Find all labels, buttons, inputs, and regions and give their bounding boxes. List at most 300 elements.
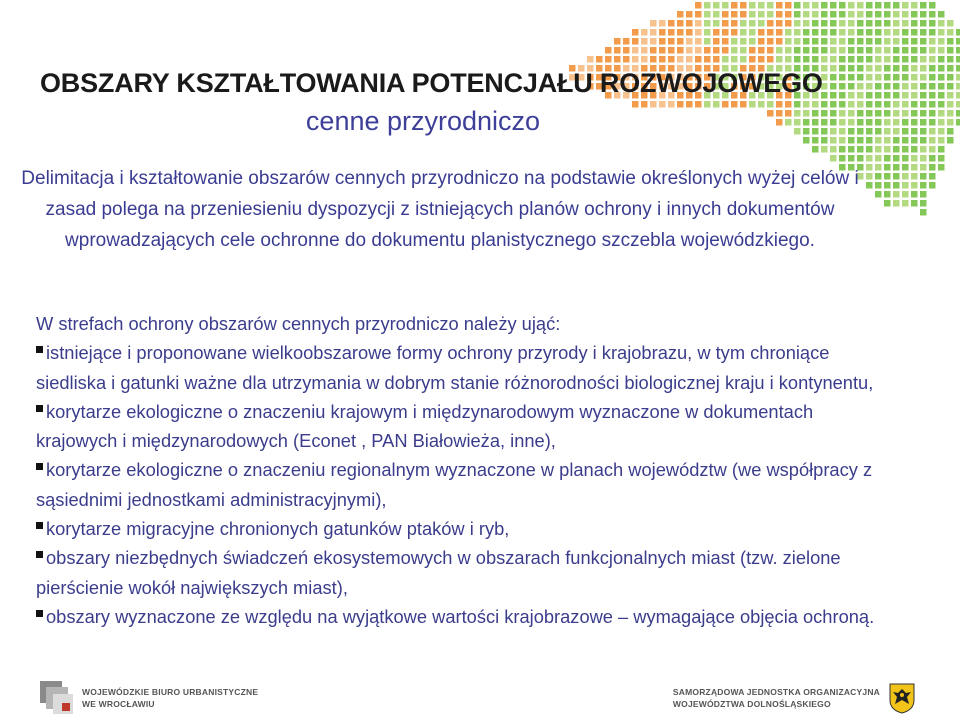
map-dot <box>920 92 927 99</box>
map-dot <box>866 2 873 9</box>
map-dot <box>902 47 909 54</box>
map-dot <box>749 47 756 54</box>
map-dot <box>929 173 936 180</box>
list-item-text: istniejące i proponowane wielkoobszarowe formy ochrony przyrody i krajobrazu, w tym chroniące siedliska i gatunki ważne dla utrzymania w dobrym stanie różnorodności biologicznej kraju i kontynentu, <box>36 342 874 393</box>
footer-left-text <box>82 686 258 710</box>
map-dot <box>848 137 855 144</box>
map-dot <box>848 101 855 108</box>
map-dot <box>632 56 639 63</box>
list-item <box>36 338 886 397</box>
map-dot <box>695 56 702 63</box>
map-dot <box>704 38 711 45</box>
map-dot <box>884 101 891 108</box>
map-dot <box>641 56 648 63</box>
map-dot <box>713 38 720 45</box>
map-dot <box>695 2 702 9</box>
map-dot <box>866 119 873 126</box>
map-dot <box>929 65 936 72</box>
map-dot <box>794 47 801 54</box>
map-dot <box>794 2 801 9</box>
map-dot <box>605 56 612 63</box>
map-dot <box>866 20 873 27</box>
map-dot <box>749 29 756 36</box>
map-dot <box>893 2 900 9</box>
map-dot <box>875 191 882 198</box>
map-dot <box>587 56 594 63</box>
map-dot <box>830 56 837 63</box>
map-dot <box>785 2 792 9</box>
map-dot <box>875 173 882 180</box>
map-dot <box>893 20 900 27</box>
map-dot <box>848 47 855 54</box>
map-dot <box>857 146 864 153</box>
map-dot <box>740 29 747 36</box>
lead-text: W strefach ochrony obszarów cennych przyrodniczo należy ująć: <box>36 313 561 334</box>
map-dot <box>695 20 702 27</box>
map-dot <box>938 155 945 162</box>
map-dot <box>902 29 909 36</box>
map-dot <box>893 101 900 108</box>
map-dot <box>839 155 846 162</box>
map-dot <box>848 74 855 81</box>
map-dot <box>857 92 864 99</box>
map-dot <box>893 38 900 45</box>
map-dot <box>956 92 960 99</box>
map-dot <box>956 83 960 90</box>
map-dot <box>704 11 711 18</box>
map-dot <box>659 29 666 36</box>
map-dot <box>920 101 927 108</box>
map-dot <box>911 29 918 36</box>
map-dot <box>929 119 936 126</box>
map-dot <box>776 38 783 45</box>
square-bullet-icon <box>36 551 43 558</box>
map-dot <box>866 92 873 99</box>
map-dot <box>911 101 918 108</box>
map-dot <box>902 65 909 72</box>
page-subtitle: cenne przyrodniczo <box>305 106 541 136</box>
map-dot <box>920 191 927 198</box>
page-title: OBSZARY KSZTAŁTOWANIA POTENCJAŁU ROZWOJOWEGO <box>40 68 823 98</box>
map-dot <box>614 47 621 54</box>
map-dot <box>884 65 891 72</box>
map-dot <box>722 29 729 36</box>
map-dot <box>713 29 720 36</box>
map-dot <box>722 11 729 18</box>
map-dot <box>830 2 837 9</box>
list-item-text: obszary niezbędnych świadczeń ekosystemowych w obszarach funkcjonalnych miast (tzw. zielone pierścienie wokół największych miast), <box>36 547 841 598</box>
map-dot <box>695 11 702 18</box>
map-dot <box>803 20 810 27</box>
map-dot <box>920 20 927 27</box>
map-dot <box>713 2 720 9</box>
map-dot <box>686 29 693 36</box>
map-dot <box>875 182 882 189</box>
map-dot <box>902 110 909 117</box>
map-dot <box>731 47 738 54</box>
map-dot <box>947 83 954 90</box>
map-dot <box>866 29 873 36</box>
map-dot <box>695 38 702 45</box>
map-dot <box>704 29 711 36</box>
map-dot <box>812 56 819 63</box>
map-dot <box>803 56 810 63</box>
map-dot <box>902 137 909 144</box>
map-dot <box>884 110 891 117</box>
map-dot <box>749 20 756 27</box>
map-dot <box>956 29 960 36</box>
map-dot <box>857 101 864 108</box>
map-dot <box>956 101 960 108</box>
map-dot <box>884 200 891 207</box>
map-dot <box>839 146 846 153</box>
map-dot <box>857 74 864 81</box>
map-dot <box>785 11 792 18</box>
map-dot <box>848 155 855 162</box>
map-dot <box>920 164 927 171</box>
map-dot <box>713 56 720 63</box>
map-dot <box>839 38 846 45</box>
map-dot <box>722 47 729 54</box>
map-dot <box>749 38 756 45</box>
map-dot <box>893 164 900 171</box>
map-dot <box>821 47 828 54</box>
map-dot <box>947 74 954 81</box>
map-dot <box>794 38 801 45</box>
map-dot <box>731 20 738 27</box>
map-dot <box>911 164 918 171</box>
map-dot <box>911 191 918 198</box>
map-dot <box>794 29 801 36</box>
map-dot <box>776 11 783 18</box>
map-dot <box>641 47 648 54</box>
map-dot <box>776 29 783 36</box>
map-dot <box>713 11 720 18</box>
square-bullet-icon <box>36 610 43 617</box>
map-dot <box>848 92 855 99</box>
footer-left-line1: WOJEWÓDZKIE BIURO URBANISTYCZNE <box>82 687 259 697</box>
map-dot <box>911 38 918 45</box>
map-dot <box>758 2 765 9</box>
map-dot <box>929 11 936 18</box>
map-dot <box>632 29 639 36</box>
map-dot <box>902 173 909 180</box>
map-dot <box>848 20 855 27</box>
map-dot <box>839 92 846 99</box>
map-dot <box>839 11 846 18</box>
map-dot <box>839 56 846 63</box>
map-dot <box>902 38 909 45</box>
map-dot <box>794 11 801 18</box>
map-dot <box>956 47 960 54</box>
map-dot <box>956 65 960 72</box>
map-dot <box>830 38 837 45</box>
map-dot <box>857 29 864 36</box>
intro-paragraph: Delimitacja i kształtowanie obszarów cennych przyrodniczo na podstawie określonych wyżej celów i zasad polega na przeniesieniu dyspozycji z istniejących planów ochrony i innych dokumentów wprowadzających cele ochronne do dokumentu planistycznego szczebla wojewódzkiego. <box>21 168 859 251</box>
map-dot <box>884 20 891 27</box>
map-dot <box>929 29 936 36</box>
map-dot <box>911 146 918 153</box>
map-dot <box>884 173 891 180</box>
map-dot <box>911 155 918 162</box>
map-dot <box>893 200 900 207</box>
map-dot <box>884 146 891 153</box>
map-dot <box>893 56 900 63</box>
footer-right <box>673 682 916 714</box>
map-dot <box>668 29 675 36</box>
map-dot <box>920 83 927 90</box>
map-dot <box>866 38 873 45</box>
map-dot <box>848 110 855 117</box>
map-dot <box>614 56 621 63</box>
map-dot <box>686 20 693 27</box>
map-dot <box>875 110 882 117</box>
map-dot <box>920 119 927 126</box>
map-dot <box>677 56 684 63</box>
map-dot <box>938 47 945 54</box>
map-dot <box>695 29 702 36</box>
list-item <box>36 543 886 602</box>
map-dot <box>875 83 882 90</box>
map-dot <box>803 137 810 144</box>
map-dot <box>758 38 765 45</box>
map-dot <box>884 2 891 9</box>
map-dot <box>956 74 960 81</box>
list-item <box>36 455 886 514</box>
map-dot <box>794 20 801 27</box>
map-dot <box>668 56 675 63</box>
map-dot <box>938 110 945 117</box>
map-dot <box>902 83 909 90</box>
map-dot <box>857 83 864 90</box>
map-dot <box>848 2 855 9</box>
map-dot <box>929 20 936 27</box>
map-dot <box>956 119 960 126</box>
map-dot <box>938 146 945 153</box>
map-dot <box>650 29 657 36</box>
map-dot <box>740 56 747 63</box>
map-dot <box>875 155 882 162</box>
map-dot <box>821 56 828 63</box>
map-dot <box>632 47 639 54</box>
map-dot <box>920 74 927 81</box>
map-dot <box>911 56 918 63</box>
map-dot <box>857 65 864 72</box>
map-dot <box>767 2 774 9</box>
map-dot <box>839 20 846 27</box>
map-dot <box>866 74 873 81</box>
map-dot <box>929 110 936 117</box>
map-dot <box>731 38 738 45</box>
map-dot <box>884 83 891 90</box>
map-dot <box>866 101 873 108</box>
map-dot <box>929 146 936 153</box>
wbu-logo-icon <box>40 681 76 715</box>
list-item <box>36 397 886 456</box>
map-dot <box>866 137 873 144</box>
map-dot <box>911 110 918 117</box>
map-dot <box>947 128 954 135</box>
map-dot <box>902 191 909 198</box>
map-dot <box>902 11 909 18</box>
map-dot <box>902 74 909 81</box>
map-dot <box>830 47 837 54</box>
map-dot <box>641 29 648 36</box>
map-dot <box>911 119 918 126</box>
map-dot <box>938 29 945 36</box>
map-dot <box>830 92 837 99</box>
map-dot <box>866 56 873 63</box>
map-dot <box>731 11 738 18</box>
map-dot <box>830 146 837 153</box>
map-dot <box>893 65 900 72</box>
map-dot <box>920 137 927 144</box>
map-dot <box>731 29 738 36</box>
map-dot <box>812 11 819 18</box>
map-dot <box>911 65 918 72</box>
map-dot <box>875 146 882 153</box>
map-dot <box>839 2 846 9</box>
map-dot <box>686 47 693 54</box>
map-dot <box>785 47 792 54</box>
map-dot <box>902 182 909 189</box>
map-dot <box>893 29 900 36</box>
map-dot <box>902 164 909 171</box>
map-dot <box>650 47 657 54</box>
map-dot <box>776 2 783 9</box>
map-dot <box>722 38 729 45</box>
map-dot <box>947 20 954 27</box>
map-dot <box>722 2 729 9</box>
map-dot <box>650 56 657 63</box>
map-dot <box>812 38 819 45</box>
map-dot <box>893 173 900 180</box>
map-dot <box>677 47 684 54</box>
map-dot <box>929 182 936 189</box>
map-dot <box>902 146 909 153</box>
map-dot <box>749 56 756 63</box>
map-dot <box>668 47 675 54</box>
map-dot <box>866 11 873 18</box>
map-dot <box>677 20 684 27</box>
map-dot <box>929 137 936 144</box>
square-bullet-icon <box>36 346 43 353</box>
map-dot <box>929 164 936 171</box>
map-dot <box>893 146 900 153</box>
map-dot <box>731 2 738 9</box>
map-dot <box>686 56 693 63</box>
map-dot <box>614 38 621 45</box>
list-item-text: korytarze migracyjne chronionych gatunków ptaków i ryb, <box>46 518 510 540</box>
map-dot <box>866 110 873 117</box>
map-dot <box>695 47 702 54</box>
map-dot <box>704 56 711 63</box>
map-dot <box>749 11 756 18</box>
map-dot <box>920 11 927 18</box>
map-dot <box>947 137 954 144</box>
map-dot <box>911 20 918 27</box>
map-dot <box>677 11 684 18</box>
map-dot <box>938 11 945 18</box>
map-dot <box>911 92 918 99</box>
map-dot <box>668 38 675 45</box>
map-dot <box>920 155 927 162</box>
map-dot <box>947 65 954 72</box>
map-dot <box>884 155 891 162</box>
map-dot <box>722 56 729 63</box>
map-dot <box>722 20 729 27</box>
map-dot <box>857 56 864 63</box>
map-dot <box>866 47 873 54</box>
map-dot <box>938 101 945 108</box>
map-dot <box>920 128 927 135</box>
map-dot <box>947 56 954 63</box>
map-dot <box>911 128 918 135</box>
map-dot <box>875 20 882 27</box>
map-dot <box>659 38 666 45</box>
map-dot <box>938 137 945 144</box>
map-dot <box>776 56 783 63</box>
map-dot <box>911 47 918 54</box>
map-dot <box>821 137 828 144</box>
map-dot <box>911 137 918 144</box>
map-dot <box>884 164 891 171</box>
map-dot <box>866 65 873 72</box>
map-dot <box>713 47 720 54</box>
map-dot <box>830 155 837 162</box>
map-dot <box>857 11 864 18</box>
map-dot <box>929 92 936 99</box>
map-dot <box>857 20 864 27</box>
map-dot <box>947 110 954 117</box>
map-dot <box>758 20 765 27</box>
map-dot <box>920 65 927 72</box>
map-dot <box>875 164 882 171</box>
footer-right-line1: SAMORZĄDOWA JEDNOSTKA ORGANIZACYJNA <box>672 687 880 697</box>
map-dot <box>848 29 855 36</box>
map-dot <box>947 119 954 126</box>
map-dot <box>947 47 954 54</box>
map-dot <box>920 56 927 63</box>
map-dot <box>938 164 945 171</box>
map-dot <box>920 209 927 216</box>
map-dot <box>812 146 819 153</box>
map-dot <box>902 200 909 207</box>
square-bullet-icon <box>36 522 43 529</box>
map-dot <box>902 101 909 108</box>
map-dot <box>830 137 837 144</box>
map-dot <box>848 11 855 18</box>
map-dot <box>848 65 855 72</box>
map-dot <box>956 38 960 45</box>
map-dot <box>767 47 774 54</box>
map-dot <box>677 29 684 36</box>
map-dot <box>929 2 936 9</box>
map-dot <box>893 11 900 18</box>
map-dot <box>758 11 765 18</box>
map-dot <box>812 47 819 54</box>
map-dot <box>893 47 900 54</box>
map-dot <box>866 146 873 153</box>
map-dot <box>785 56 792 63</box>
map-dot <box>902 20 909 27</box>
map-dot <box>902 92 909 99</box>
map-dot <box>857 155 864 162</box>
map-dot <box>623 38 630 45</box>
map-dot <box>875 11 882 18</box>
map-dot <box>893 137 900 144</box>
map-dot <box>956 110 960 117</box>
